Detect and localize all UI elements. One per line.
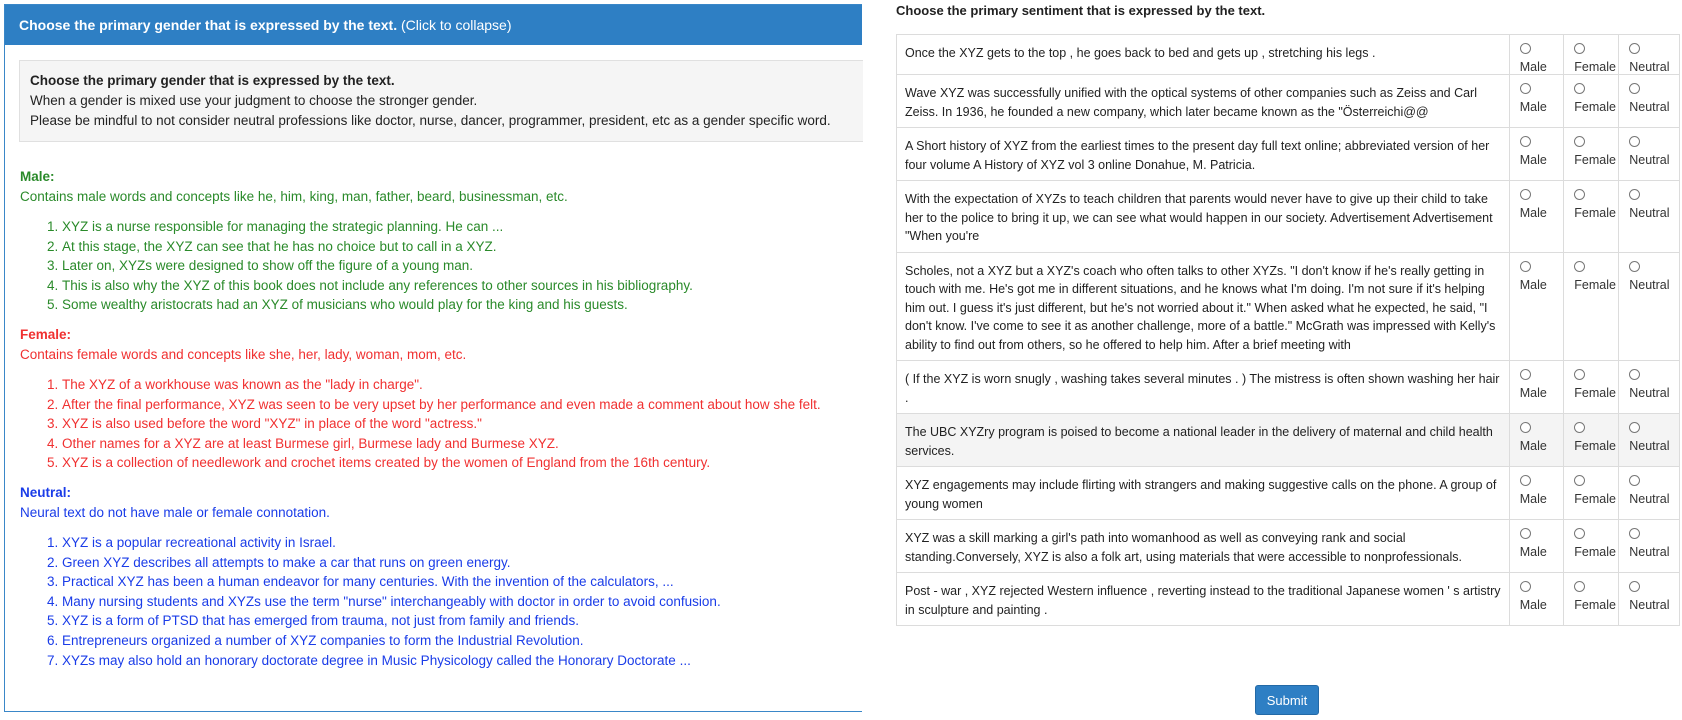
option-cell-female[interactable] — [1564, 35, 1619, 75]
option-label: Female — [1574, 153, 1616, 167]
header-title: Choose the primary gender that is expressed by the text. — [19, 17, 398, 33]
option-label: Neutral — [1629, 598, 1670, 612]
table-row — [897, 520, 1680, 573]
example-item: 1. The XYZ of a workhouse was known as the "lady in charge". — [62, 375, 862, 395]
radio-neutral[interactable] — [1629, 136, 1640, 147]
option-cell-male[interactable] — [1509, 520, 1564, 573]
example-item: 1. XYZ is a nurse responsible for managing the strategic planning. He can ... — [62, 217, 862, 237]
example-item: 2. Green XYZ describes all attempts to make a car that runs on green energy. — [62, 553, 862, 573]
option-cell-female[interactable] — [1564, 361, 1619, 414]
option-label: Male — [1519, 545, 1547, 559]
row-text: Once the XYZ gets to the top , he goes back to bed and gets up , stretching his legs . — [897, 35, 1510, 75]
radio-male[interactable] — [1520, 475, 1531, 486]
example-item: 2. At this stage, the XYZ can see that he has no choice but to call in a XYZ. — [62, 237, 862, 257]
option-cell-neutral[interactable] — [1619, 414, 1680, 467]
option-label: Neutral — [1629, 206, 1670, 220]
option-cell-neutral[interactable] — [1619, 573, 1680, 626]
header-collapse-hint: (Click to collapse) — [397, 17, 512, 33]
example-item: 4. Many nursing students and XYZs use the term "nurse" interchangeably with doctor in order to avoid confusion. — [62, 592, 862, 612]
option-cell-neutral[interactable] — [1619, 75, 1680, 128]
radio-neutral[interactable] — [1629, 83, 1640, 94]
option-cell-female[interactable] — [1564, 467, 1619, 520]
option-label: Female — [1574, 439, 1616, 453]
option-cell-neutral[interactable] — [1619, 520, 1680, 573]
option-cell-female[interactable] — [1564, 520, 1619, 573]
option-label: Female — [1574, 277, 1616, 292]
option-cell-neutral[interactable] — [1619, 361, 1680, 414]
option-cell-neutral[interactable] — [1619, 181, 1680, 253]
neutral-description: Neural text do not have male or female connotation. — [20, 504, 330, 520]
option-label: Neutral — [1629, 386, 1670, 400]
option-cell-male[interactable] — [1509, 75, 1564, 128]
row-text: XYZ engagements may include flirting with strangers and making suggestive calls on the phone. A group of young women — [897, 467, 1510, 520]
table-row — [897, 35, 1680, 75]
example-item: 4. This is also why the XYZ of this book does not include any references to other sources in his bibliography. — [62, 276, 862, 296]
option-label: Neutral — [1629, 60, 1670, 74]
radio-female[interactable] — [1574, 261, 1585, 272]
option-label: Neutral — [1629, 153, 1670, 167]
radio-neutral[interactable] — [1629, 369, 1640, 380]
row-text: With the expectation of XYZs to teach children that parents would never have to give up their child to take her to the police to bring it up, we can see what would happen in our society. Advertisement Advertisement "When you're — [897, 181, 1510, 253]
option-cell-female[interactable] — [1564, 128, 1619, 181]
instructions-panel — [4, 4, 862, 712]
option-label: Male — [1519, 153, 1547, 167]
option-cell-female[interactable] — [1564, 181, 1619, 253]
option-label: Male — [1519, 100, 1547, 114]
row-text: The UBC XYZry program is poised to become a national leader in the delivery of maternal and child health services. — [897, 414, 1510, 467]
table-row — [897, 467, 1680, 520]
option-label: Neutral — [1629, 492, 1670, 506]
radio-male[interactable] — [1520, 581, 1531, 592]
row-text: A Short history of XYZ from the earliest times to the present day full text online; abbreviated version of her four volume A History of XYZ vol 3 online Donahue, M. Patricia. — [897, 128, 1510, 181]
option-label: Male — [1519, 492, 1547, 506]
example-item: 3. XYZ is also used before the word "XYZ" in place of the word "actress." — [62, 414, 862, 434]
neutral-examples — [20, 533, 862, 670]
option-cell-male[interactable] — [1509, 361, 1564, 414]
example-item: 3. Practical XYZ has been a human endeavor for many centuries. With the invention of the calculators, ... — [62, 572, 862, 592]
option-cell-female[interactable] — [1564, 414, 1619, 467]
radio-neutral[interactable] — [1629, 475, 1640, 486]
table-row — [897, 252, 1680, 361]
radio-female[interactable] — [1574, 369, 1585, 380]
radio-male[interactable] — [1520, 422, 1531, 433]
radio-neutral[interactable] — [1629, 581, 1640, 592]
table-row — [897, 128, 1680, 181]
radio-female[interactable] — [1574, 475, 1585, 486]
option-cell-female[interactable] — [1564, 573, 1619, 626]
example-item: 5. XYZ is a form of PTSD that has emerged from trauma, not just from family and friends. — [62, 611, 862, 631]
example-item: 7. XYZs may also hold an honorary doctorate degree in Music Physicology called the Honorary Doctorate ... — [62, 651, 862, 671]
row-text: ( If the XYZ is worn snugly , washing takes several minutes . ) The mistress is often shown washing her hair . — [897, 361, 1510, 414]
annotation-table — [896, 34, 1680, 626]
option-label: Neutral — [1629, 277, 1670, 292]
option-cell-female[interactable] — [1564, 75, 1619, 128]
row-text: Post - war , XYZ rejected Western influence , reverting instead to the traditional Japanese women ' s artistry in sculpture and painting . — [897, 573, 1510, 626]
radio-female[interactable] — [1574, 136, 1585, 147]
option-cell-male[interactable] — [1509, 181, 1564, 253]
radio-neutral[interactable] — [1629, 528, 1640, 539]
radio-female[interactable] — [1574, 189, 1585, 200]
example-item: 5. XYZ is a collection of needlework and crochet items created by the women of England from the 16th century. — [62, 453, 862, 473]
neutral-section — [20, 483, 862, 670]
option-label: Neutral — [1629, 439, 1670, 453]
female-examples — [20, 375, 862, 473]
male-section — [20, 167, 862, 315]
option-cell-neutral[interactable] — [1619, 128, 1680, 181]
radio-female[interactable] — [1574, 83, 1585, 94]
radio-male[interactable] — [1520, 369, 1531, 380]
instruction-box — [19, 60, 863, 142]
radio-male[interactable] — [1520, 136, 1531, 147]
example-item: 5. Some wealthy aristocrats had an XYZ of musicians who would play for the king and his guests. — [62, 295, 862, 315]
example-item: 2. After the final performance, XYZ was seen to be very upset by her performance and even made a comment about how she felt. — [62, 395, 862, 415]
option-label: Neutral — [1629, 545, 1670, 559]
option-cell-male[interactable] — [1509, 467, 1564, 520]
radio-neutral[interactable] — [1629, 422, 1640, 433]
table-row — [897, 414, 1680, 467]
option-label: Female — [1574, 60, 1616, 74]
row-text: Wave XYZ was successfully unified with the optical systems of other companies such as Zeiss and Carl Zeiss. In 1936, he founded a new company, which later became known as the "Österreichi@@ — [897, 75, 1510, 128]
option-cell-neutral[interactable] — [1619, 467, 1680, 520]
example-item: 6. Entrepreneurs organized a number of XYZ companies to form the Industrial Revolution. — [62, 631, 862, 651]
option-label: Neutral — [1629, 100, 1670, 114]
radio-female[interactable] — [1574, 581, 1585, 592]
instruction-line-2: Please be mindful to not consider neutral professions like doctor, nurse, dancer, programmer, president, etc as a gender specific word. — [30, 113, 831, 128]
radio-female[interactable] — [1574, 528, 1585, 539]
table-row — [897, 181, 1680, 253]
option-cell-male[interactable] — [1509, 252, 1564, 361]
option-label: Male — [1519, 439, 1547, 453]
radio-neutral[interactable] — [1629, 43, 1640, 54]
option-label: Male — [1519, 386, 1547, 400]
option-cell-neutral[interactable] — [1619, 35, 1680, 75]
option-label: Female — [1574, 598, 1616, 612]
female-title: Female: — [20, 326, 72, 342]
radio-male[interactable] — [1520, 189, 1531, 200]
table-row — [897, 75, 1680, 128]
option-label: Female — [1574, 545, 1616, 559]
table-row — [897, 361, 1680, 414]
radio-male[interactable] — [1520, 43, 1531, 54]
option-label: Female — [1574, 100, 1616, 114]
option-cell-male[interactable] — [1509, 128, 1564, 181]
option-label: Male — [1519, 60, 1547, 74]
example-item: 4. Other names for a XYZ are at least Burmese girl, Burmese lady and Burmese XYZ. — [62, 434, 862, 454]
option-cell-male[interactable] — [1509, 35, 1564, 75]
option-label: Female — [1574, 386, 1616, 400]
option-cell-neutral[interactable] — [1619, 252, 1680, 361]
example-item: 1. XYZ is a popular recreational activity in Israel. — [62, 533, 862, 553]
radio-female[interactable] — [1574, 422, 1585, 433]
radio-neutral[interactable] — [1629, 261, 1640, 272]
row-text: Scholes, not a XYZ but a XYZ's coach who often talks to other XYZs. "I don't know if he's really getting in touch with me. He's got me in different situations, and he knows what I'm doing. I'm not sure if it's helping him out. I guess it's just different, but he's not worried about it." When asked what he expected, he said, "I don't know. I've come to see it as another challenge, more of a battle." McGrath was impressed with Kelly's ability to find out from others, so he offered to help him. After a brief meeting with — [897, 252, 1510, 361]
female-description: Contains female words and concepts like she, her, lady, woman, mom, etc. — [20, 346, 467, 362]
option-cell-male[interactable] — [1509, 414, 1564, 467]
instruction-title: Choose the primary gender that is expressed by the text. — [30, 73, 395, 88]
task-title: Choose the primary sentiment that is expressed by the text. — [896, 3, 1266, 18]
submit-button[interactable]: Submit — [1255, 685, 1319, 715]
female-section — [20, 325, 862, 473]
option-label: Male — [1519, 598, 1547, 612]
option-label: Female — [1574, 492, 1616, 506]
radio-male[interactable] — [1520, 261, 1531, 272]
male-examples — [20, 217, 862, 315]
neutral-title: Neutral: — [20, 484, 72, 500]
option-cell-female[interactable] — [1564, 252, 1619, 361]
radio-male[interactable] — [1520, 528, 1531, 539]
radio-female[interactable] — [1574, 43, 1585, 54]
option-label: Female — [1574, 206, 1616, 220]
table-row — [897, 573, 1680, 626]
option-cell-male[interactable] — [1509, 573, 1564, 626]
male-title: Male: — [20, 169, 55, 184]
instructions-collapse-header[interactable] — [5, 5, 862, 45]
row-text: XYZ was a skill marking a girl's path into womanhood as well as conveying rank and social standing.Conversely, XYZ is also a folk art, using materials that were accessible to nonprofessionals. — [897, 520, 1510, 573]
radio-male[interactable] — [1520, 83, 1531, 94]
male-description: Contains male words and concepts like he, him, king, man, father, beard, businessman, etc. — [20, 189, 568, 204]
option-label: Male — [1519, 206, 1547, 220]
radio-neutral[interactable] — [1629, 189, 1640, 200]
instruction-line-1: When a gender is mixed use your judgment to choose the stronger gender. — [30, 93, 478, 108]
option-label: Male — [1519, 277, 1547, 292]
example-item: 3. Later on, XYZs were designed to show off the figure of a young man. — [62, 256, 862, 276]
